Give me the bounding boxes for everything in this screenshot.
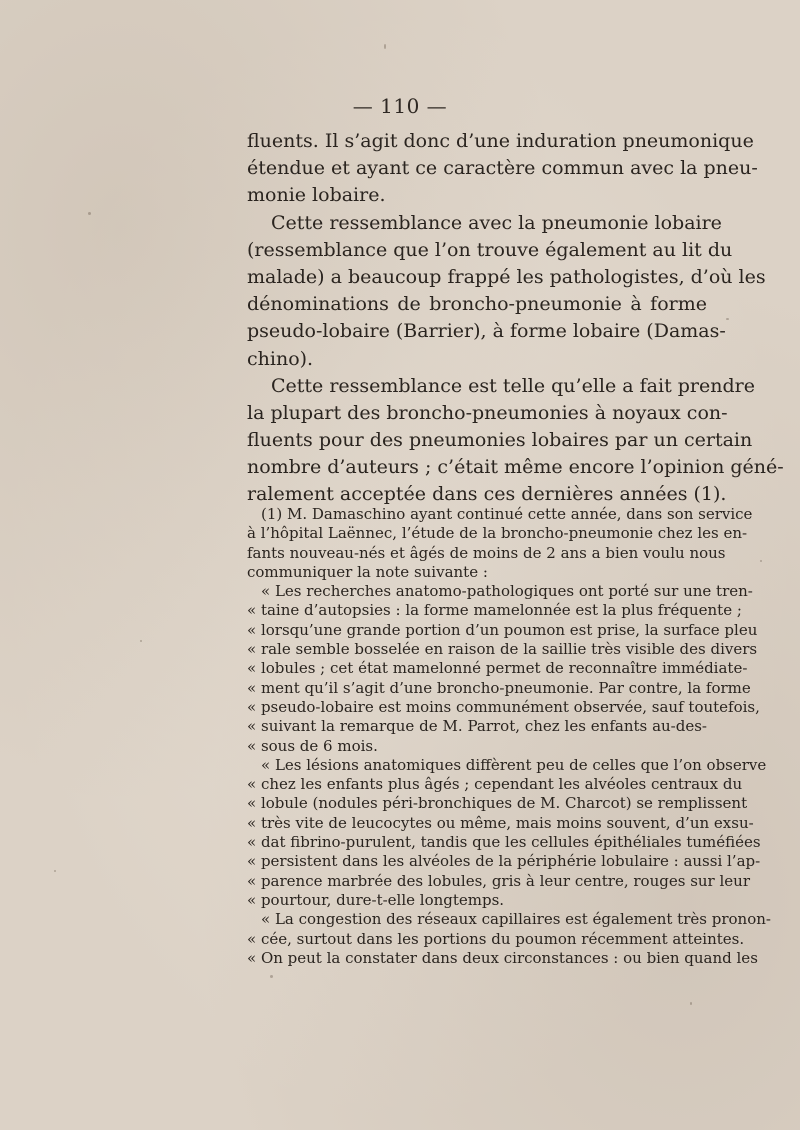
body-line: nombre d’auteurs ; c’était même encore l’opinion géné- (247, 456, 784, 479)
paper-speck (760, 560, 762, 562)
footnote-line: « dat fibrino-purulent, tandis que les cellules épithéliales tuméfiées (247, 833, 761, 852)
body-line: ralement acceptée dans ces dernières années (1). (247, 483, 727, 506)
body-line: fluents pour des pneumonies lobaires par un certain (247, 429, 753, 452)
footnote-line: « Les recherches anatomo-pathologiques ont porté sur une tren- (261, 582, 753, 601)
body-line: Cette ressemblance avec la pneumonie lobaire (271, 211, 722, 234)
body-line: (ressemblance que l’on trouve également au lit du (247, 238, 733, 261)
footnote-line: « pseudo-lobaire est moins communément observée, sauf toutefois, (247, 697, 760, 716)
body-line: la plupart des broncho-pneumonies à noyaux con- (247, 401, 728, 424)
footnote-line: fants nouveau-nés et âgés de moins de 2 ans a bien voulu nous (247, 543, 726, 562)
footnote-line: « sous de 6 mois. (247, 736, 378, 755)
footnote-line: à l’hôpital Laënnec, l’étude de la broncho-pneumonie chez les en- (247, 524, 748, 543)
footnote-line: « suivant la remarque de M. Parrot, chez les enfants au-des- (247, 717, 707, 736)
footnote-line: « cée, surtout dans les portions du poumon récemment atteintes. (247, 929, 745, 948)
paper-speck (384, 44, 386, 49)
footnote-line: « pourtour, dure-t-elle longtemps. (247, 890, 505, 909)
body-line: pseudo-lobaire (Barrier), à forme lobaire (Damas- (247, 320, 726, 343)
body-text (247, 128, 784, 509)
footnote-line: « parence marbrée des lobules, gris à leur centre, rouges sur leur (247, 871, 750, 890)
paper-speck (54, 870, 56, 872)
footnote-line: « rale semble bosselée en raison de la saillie très visible des divers (247, 640, 758, 659)
body-line: Cette ressemblance est telle qu’elle a fait prendre (271, 374, 755, 397)
body-line: étendue et ayant ce caractère commun avec la pneu- (247, 157, 758, 180)
footnote-line: « ment qu’il s’agit d’une broncho-pneumonie. Par contre, la forme (247, 678, 751, 697)
paper-speck (690, 1002, 692, 1005)
footnote-line: « lobules ; cet état mamelonné permet de reconnaître immédiate- (247, 659, 748, 678)
body-line: malade) a beaucoup frappé les pathologistes, d’où les (247, 265, 766, 288)
body-line: dénominations de broncho-pneumonie à forme (247, 293, 707, 316)
paper-speck (726, 318, 729, 320)
footnote-line: « chez les enfants plus âgés ; cependant les alvéoles centraux du (247, 775, 743, 794)
footnote-line: « lorsqu’une grande portion d’un poumon est prise, la surface pleu (247, 620, 758, 639)
footnote-line: « La congestion des réseaux capillaires est également très pronon- (261, 910, 771, 929)
footnote-line: « On peut la constater dans deux circonstances : ou bien quand les (247, 948, 758, 967)
footnote-line: « Les lésions anatomiques diffèrent peu de celles que l’on observe (261, 755, 767, 774)
footnote-line: (1) M. Damaschino ayant continué cette année, dans son service (261, 505, 753, 523)
footnote-line: « très vite de leucocytes ou même, mais moins souvent, d’un exsu- (247, 813, 754, 832)
page-number: — 110 — (352, 94, 448, 118)
paper-speck (88, 212, 91, 215)
body-line: chino). (247, 347, 314, 370)
paper-speck (140, 640, 142, 642)
body-line: monie lobaire. (247, 184, 386, 207)
footnote-line: communiquer la note suivante : (247, 562, 488, 581)
paper-speck (270, 975, 273, 978)
footnote (247, 505, 771, 968)
footnote-line: « lobule (nodules péri-bronchiques de M. Charcot) se remplissent (247, 794, 748, 813)
footnote-line: « taine d’autopsies : la forme mamelonnée est la plus fréquente ; (247, 601, 742, 620)
body-line: fluents. Il s’agit donc d’une induration pneumonique (247, 130, 754, 152)
footnote-line: « persistent dans les alvéoles de la périphérie lobulaire : aussi l’ap- (247, 852, 761, 871)
